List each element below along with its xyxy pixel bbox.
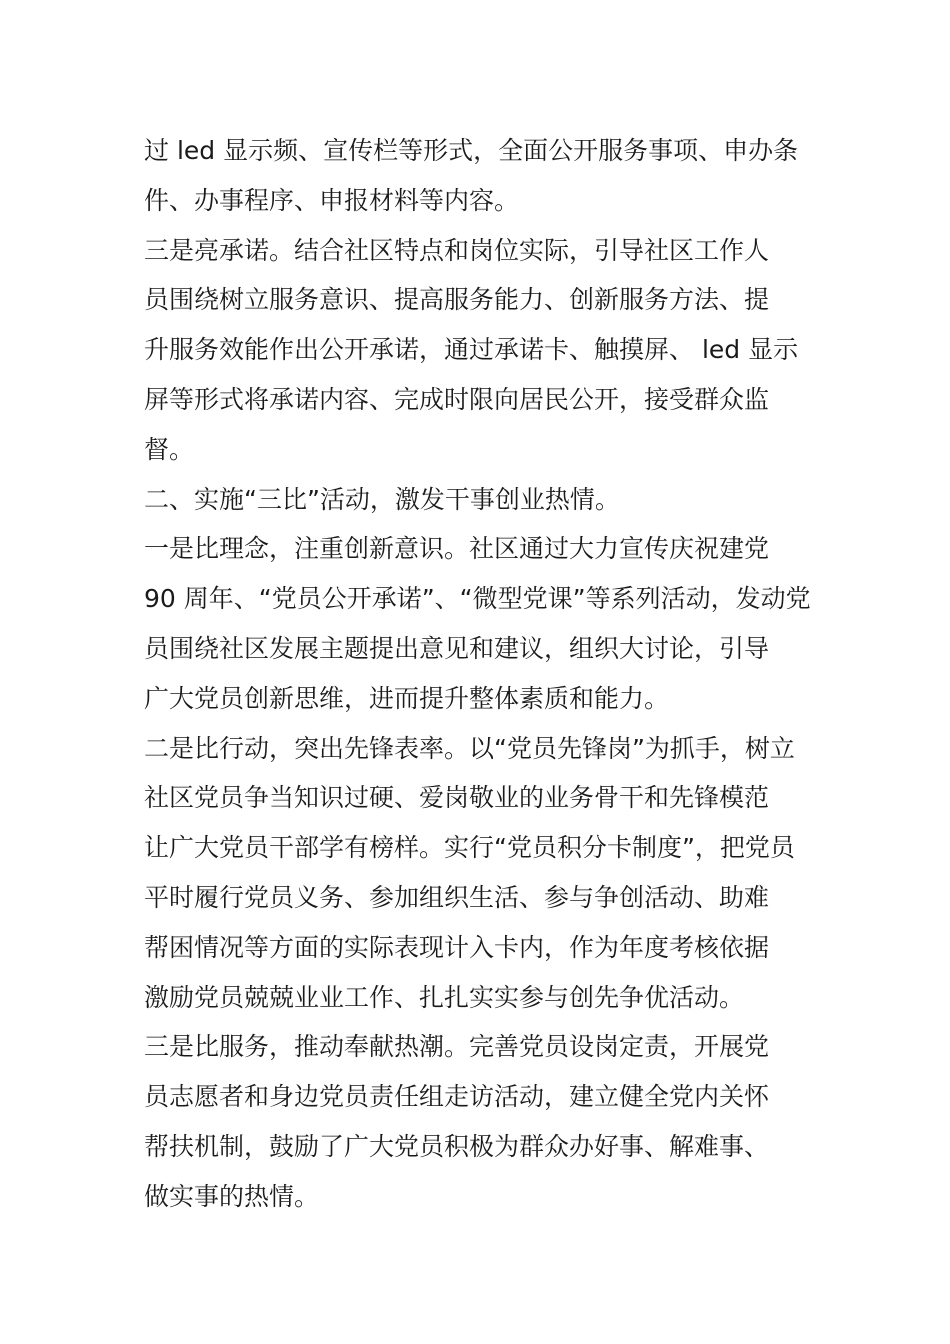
text-line-18: 激励党员兢兢业业工作、扎扎实实参与创先争优活动。 (144, 982, 745, 1012)
text-line-20: 员志愿者和身边党员责任组走访活动，建立健全党内关怀 (144, 1082, 770, 1112)
text-line-3: 三是亮承诺。结合社区特点和岗位实际，引导社区工作人 (144, 235, 770, 265)
text-line-13: 二是比行动，突出先锋表率。以“党员先锋岗”为抓手，树立 (144, 733, 795, 763)
text-line-2: 件、办事程序、申报材料等内容。 (144, 185, 520, 215)
text-line-12: 广大党员创新思维，进而提升整体素质和能力。 (144, 683, 670, 713)
text-line-19: 三是比服务，推动奉献热潮。完善党员设岗定责，开展党 (144, 1032, 770, 1062)
text-line-9: 一是比理念，注重创新意识。社区通过大力宣传庆祝建党 (144, 534, 770, 564)
section-heading: 二、实施“三比”活动，激发干事创业热情。 (144, 484, 620, 514)
text-line-10: 90 周年、“党员公开承诺”、“微型党课”等系列活动，发动党 (144, 584, 811, 614)
text-line-21: 帮扶机制，鼓励了广大党员积极为群众办好事、解难事、 (144, 1131, 770, 1161)
text-line-5: 升服务效能作出公开承诺，通过承诺卡、触摸屏、 led 显示 (144, 335, 799, 365)
text-line-15: 让广大党员干部学有榜样。实行“党员积分卡制度”，把党员 (144, 833, 795, 863)
text-line-6: 屏等形式将承诺内容、完成时限向居民公开，接受群众监 (144, 384, 770, 414)
text-line-11: 员围绕社区发展主题提出意见和建议，组织大讨论，引导 (144, 633, 770, 663)
text-line-22: 做实事的热情。 (144, 1181, 320, 1211)
text-line-17: 帮困情况等方面的实际表现计入卡内，作为年度考核依据 (144, 932, 770, 962)
text-line-16: 平时履行党员义务、参加组织生活、参与争创活动、助难 (144, 882, 770, 912)
text-line-14: 社区党员争当知识过硬、爱岗敬业的业务骨干和先锋模范 (144, 783, 770, 813)
document-body (144, 126, 814, 1222)
text-line-4: 员围绕树立服务意识、提高服务能力、创新服务方法、提 (144, 285, 770, 315)
text-line-1: 过 led 显示频、宣传栏等形式，全面公开服务事项、申办条 (144, 136, 799, 165)
text-line-7: 督。 (144, 434, 195, 464)
